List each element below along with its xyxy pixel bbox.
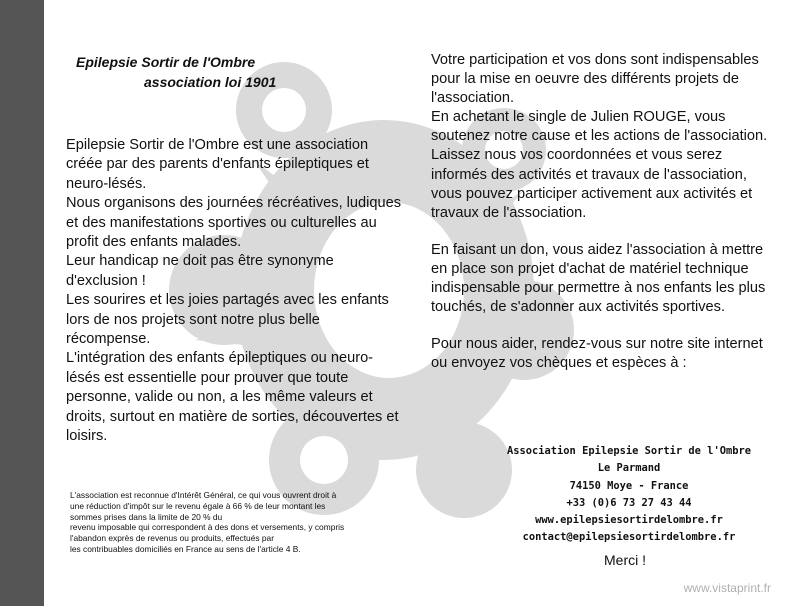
flyer-card	[44, 0, 787, 606]
fine-print-line: L'association est reconnue d'Intérêt Général, ce qui vous ouvrent droit à	[70, 490, 337, 500]
header-subtitle: association loi 1901	[144, 74, 277, 90]
address-street: Le Parmand	[597, 462, 661, 475]
support-text	[431, 51, 781, 373]
vistaprint-watermark: www.vistaprint.fr	[683, 581, 771, 595]
tax-fine-print	[70, 490, 430, 555]
address-name: Association Epilepsie Sortir de l'Ombre	[507, 445, 751, 457]
left-border-bar	[0, 0, 44, 606]
fine-print-line: revenu imposable qui correspondent à des dons et versements, y compris	[70, 522, 345, 533]
header-title: Epilepsie Sortir de l'Ombre	[76, 54, 256, 70]
intro-paragraph: Leur handicap ne doit pas être synonyme d'exclusion !	[66, 253, 334, 289]
fine-print-line: les contribuables domiciliés en France au sens de l'article 4 B.	[70, 543, 301, 554]
intro-paragraph: Epilepsie Sortir de l'Ombre est une association créée par des parents d'enfants épileptiques et neuro-lésés.	[66, 137, 369, 192]
association-header	[76, 52, 396, 92]
paragraph-gap	[431, 223, 781, 241]
postal-address	[484, 443, 774, 547]
support-paragraph: Pour nous aider, rendez-vous sur notre site internet ou envoyez vos chèques et espèces à :	[431, 336, 763, 372]
fine-print-line: l'abandon exprès de revenus ou produits, effectués par	[70, 533, 274, 544]
intro-paragraph: L'intégration des enfants épileptiques ou neuro-lésés est essentielle pour prouver que toute personne, valide ou non, a les même valeurs et droits, surtout en matière de sorties, découvertes et loisirs.	[66, 350, 399, 445]
support-paragraph: En faisant un don, vous aidez l'association à mettre en place son projet d'achat de matériel technique indispensable pour permettre à nos enfants les plus touchés, de s'adonner aux activités sportives.	[431, 241, 766, 316]
address-phone: +33 (0)6 73 27 43 44	[566, 496, 692, 509]
support-paragraph: Votre participation et vos dons sont indispensables pour la mise en oeuvre des différents projets de l'association.	[431, 52, 759, 107]
merci-text: Merci !	[604, 552, 646, 568]
fine-print-line: une réduction d'impôt sur le revenu égale à 66 % de leur montant les	[70, 500, 326, 511]
intro-text	[66, 136, 406, 447]
intro-paragraph: Les sourires et les joies partagés avec les enfants lors de nos projets sont notre plus belle récompense.	[66, 292, 389, 348]
address-email[interactable]: contact@epilepsiesortirdelombre.fr	[522, 531, 736, 544]
address-city: 74150 Moye - France	[569, 479, 689, 492]
address-website[interactable]: www.epilepsiesortirdelombre.fr	[535, 514, 723, 527]
support-paragraph: En achetant le single de Julien ROUGE, vous soutenez notre cause et les actions de l'association. Laissez nous vos coordonnées et vous serez informés des activités et travaux de l'association, vous pouvez participer activement aux activités et travaux de l'association.	[431, 109, 768, 221]
fine-print-line: sommes prises dans la limite de 20 % du	[70, 511, 223, 522]
paragraph-gap	[431, 317, 781, 335]
intro-paragraph: Nous organisons des journées récréatives, ludiques et des manifestations sportives ou culturelles au profit des enfants malades.	[66, 195, 402, 251]
